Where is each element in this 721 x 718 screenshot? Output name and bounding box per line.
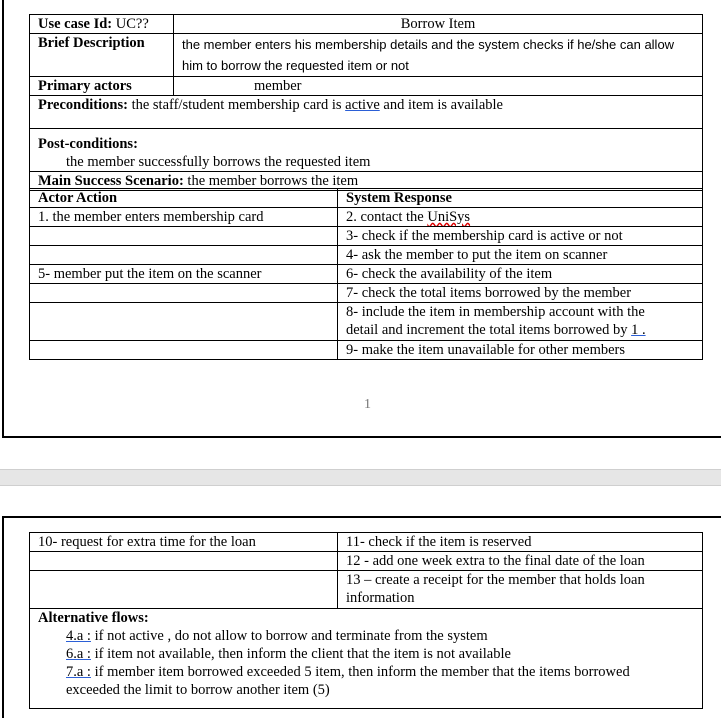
alt-flow-item: 6.a : if item not available, then inform the client that the item is not available	[66, 646, 511, 662]
alt-flow-item: 7.a : if member item borrowed exceeded 5 item, then inform the member that the items borrowed exceeded the limit to borrow another item (5)	[66, 664, 630, 698]
actor-step	[30, 284, 338, 303]
actor-step: 10- request for extra time for the loan	[30, 533, 338, 552]
table-row	[30, 265, 703, 284]
postconditions: Post-conditions: the member successfully borrows the requested item	[30, 129, 703, 172]
alternative-flows: Alternative flows: 4.a : if not active , do not allow to borrow and terminate from the system 6.a : if item not available, then inform the client that the item is not available 7.a : if member item borrowed exceeded 5 item, then inform the member that the items borrowed exceeded the limit to borrow another item (5)	[30, 609, 703, 709]
page-gap	[0, 469, 721, 486]
table-row	[30, 303, 703, 341]
system-step: 11- check if the item is reserved	[338, 533, 703, 552]
system-step: 2. contact the UniSys	[338, 208, 703, 227]
actor-step	[30, 552, 338, 571]
use-case-name: Borrow Item	[174, 15, 703, 34]
page-number: 1	[364, 397, 371, 412]
table-row	[30, 284, 703, 303]
table-row	[30, 533, 703, 552]
actor-step	[30, 571, 338, 609]
table-row	[30, 571, 703, 609]
use-case-header-table	[29, 14, 703, 191]
actor-step	[30, 227, 338, 246]
actor-step	[30, 303, 338, 341]
actor-step: 1. the member enters membership card	[30, 208, 338, 227]
use-case-id-cell: Use case Id: UC??	[30, 15, 174, 34]
actors-label: Primary actors	[30, 77, 174, 96]
table-row	[30, 246, 703, 265]
table-row	[30, 341, 703, 360]
main-success-scenario: Main Success Scenario: the member borrows the item	[30, 172, 703, 191]
system-step: 12 - add one week extra to the final date of the loan	[338, 552, 703, 571]
system-step: 4- ask the member to put the item on scanner	[338, 246, 703, 265]
col-actor-action: Actor Action	[30, 189, 338, 208]
system-step: 9- make the item unavailable for other members	[338, 341, 703, 360]
col-system-response: System Response	[338, 189, 703, 208]
table-row	[30, 227, 703, 246]
system-step: 13 – create a receipt for the member that holds loan information	[338, 571, 703, 609]
preconditions: Preconditions: the staff/student membership card is active and item is available	[30, 96, 703, 129]
table-row	[30, 208, 703, 227]
alt-flow-item: 4.a : if not active , do not allow to borrow and terminate from the system	[66, 628, 488, 644]
actors-value: member	[174, 77, 703, 96]
table-row	[30, 552, 703, 571]
system-step: 7- check the total items borrowed by the member	[338, 284, 703, 303]
steps-table-page1	[29, 188, 703, 360]
actor-step	[30, 341, 338, 360]
system-step: 8- include the item in membership account with the detail and increment the total items borrowed by 1 .	[338, 303, 703, 341]
brief-label: Brief Description	[30, 34, 174, 77]
actor-step	[30, 246, 338, 265]
brief-description: the member enters his membership details and the system checks if he/she can allow him to borrow the requested item or not	[174, 34, 703, 77]
steps-table-page2	[29, 532, 703, 709]
system-step: 6- check the availability of the item	[338, 265, 703, 284]
actor-step: 5- member put the item on the scanner	[30, 265, 338, 284]
system-step: 3- check if the membership card is active or not	[338, 227, 703, 246]
